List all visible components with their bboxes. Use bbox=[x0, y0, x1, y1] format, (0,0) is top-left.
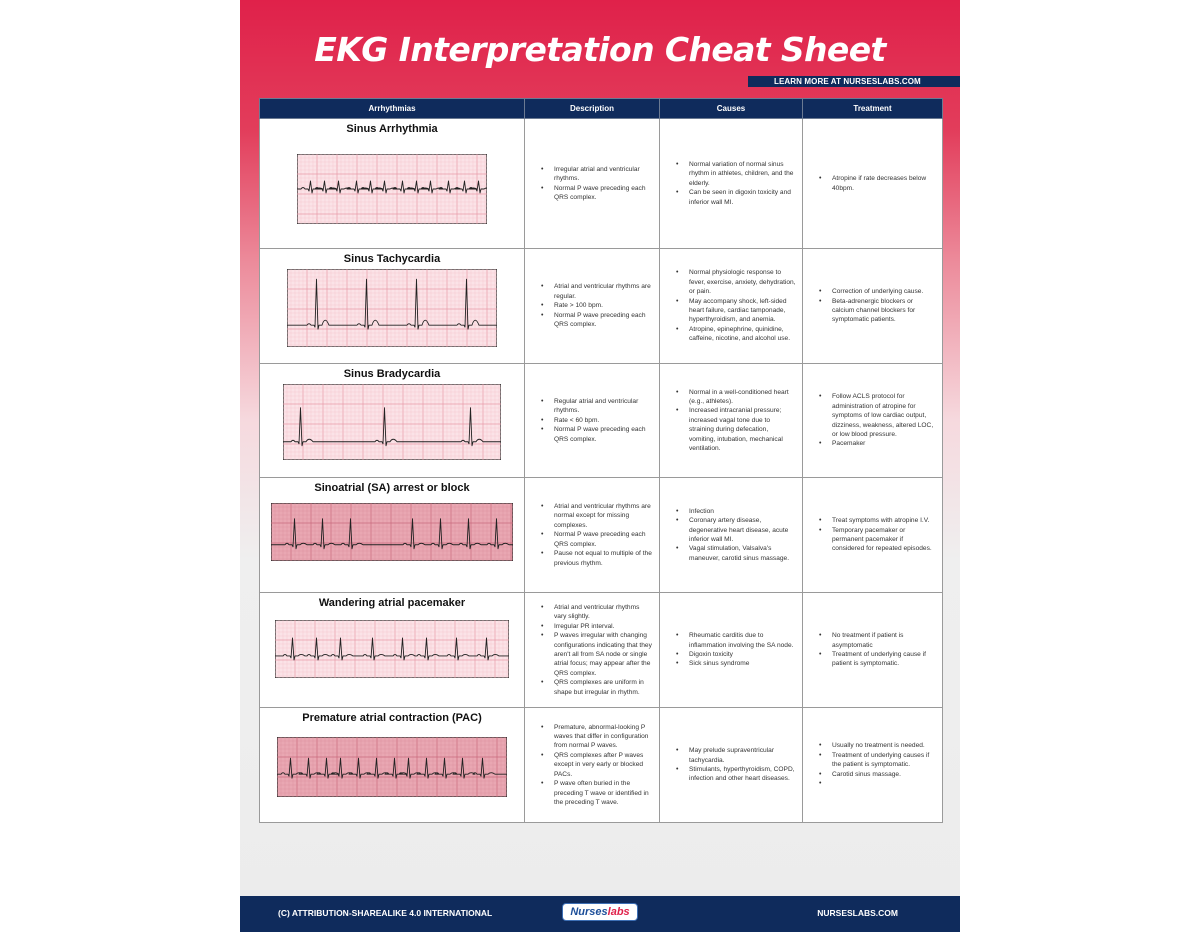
treatment-list bbox=[819, 174, 936, 193]
arrhythmia-cell bbox=[260, 478, 525, 593]
cheat-sheet-page bbox=[240, 0, 960, 932]
ekg-paper bbox=[277, 737, 507, 797]
bullet-item: • Atrial and ventricular rhythms are regular. bbox=[541, 282, 653, 301]
arrhythmia-name: Sinus Bradycardia bbox=[343, 368, 441, 380]
arrhythmia-name: Wandering atrial pacemaker bbox=[318, 597, 466, 609]
nurseslabs-logo[interactable] bbox=[562, 903, 638, 921]
table-row bbox=[260, 708, 943, 823]
causes-list bbox=[676, 268, 796, 343]
bullet-item: • Carotid sinus massage. bbox=[819, 770, 936, 779]
treatment-cell bbox=[803, 249, 943, 364]
header-description: Description bbox=[525, 99, 660, 119]
learn-more-site-link[interactable]: NURSESLABS.COM bbox=[843, 77, 921, 86]
ekg-strip-pac bbox=[277, 737, 507, 797]
bullet-item: • Coronary artery disease, degenerative heart disease, acute inferior wall MI. bbox=[676, 516, 796, 544]
ekg-paper bbox=[271, 503, 513, 561]
license-text: (C) ATTRIBUTION-SHAREALIKE 4.0 INTERNATIONAL bbox=[278, 908, 493, 918]
ekg-strip-wandering-pacemaker bbox=[275, 620, 509, 678]
bullet-item: • Infection bbox=[676, 507, 796, 516]
logo-part-1: Nurses bbox=[570, 906, 608, 918]
description-cell bbox=[525, 708, 660, 823]
bullet-item: • Atropine if rate decreases below 40bpm. bbox=[819, 174, 936, 193]
bullet-item bbox=[819, 779, 936, 788]
treatment-list bbox=[819, 287, 936, 325]
table-header-row bbox=[260, 99, 943, 119]
description-list bbox=[541, 603, 653, 697]
bullet-item: • Treatment of underlying cause if patient is symptomatic. bbox=[819, 650, 936, 669]
bullet-item: • Irregular atrial and ventricular rhythms. bbox=[541, 165, 653, 184]
description-list bbox=[541, 165, 653, 203]
bullet-item: • QRS complexes after P waves except in very early or blocked PACs. bbox=[541, 751, 653, 779]
arrhythmia-name: Sinus Tachycardia bbox=[343, 253, 441, 265]
bullet-item: • Follow ACLS protocol for administration of atropine for symptoms of low cardiac output, dizziness, weakness, altered LOC, or low blood pressure. bbox=[819, 392, 936, 439]
bullet-item: • Normal P wave preceding each QRS complex. bbox=[541, 184, 653, 203]
ekg-strip-sinus-tachycardia bbox=[287, 269, 497, 347]
header-causes: Causes bbox=[660, 99, 803, 119]
bullet-item: • Usually no treatment is needed. bbox=[819, 741, 936, 750]
learn-more-banner[interactable] bbox=[748, 76, 960, 87]
bullet-item: • Normal P wave preceding each QRS complex. bbox=[541, 530, 653, 549]
arrhythmia-name: Sinoatrial (SA) arrest or block bbox=[314, 482, 470, 494]
causes-list bbox=[676, 631, 796, 669]
ekg-strip-sinus-bradycardia bbox=[283, 384, 501, 460]
table-row bbox=[260, 364, 943, 478]
causes-list bbox=[676, 746, 796, 784]
bullet-item: • Normal P wave preceding each QRS complex. bbox=[541, 425, 653, 444]
bullet-item: • Premature, abnormal-looking P waves that differ in configuration from normal P waves. bbox=[541, 723, 653, 751]
header-treatment: Treatment bbox=[803, 99, 943, 119]
ekg-paper bbox=[283, 384, 501, 460]
description-cell bbox=[525, 119, 660, 249]
causes-cell bbox=[660, 119, 803, 249]
bullet-item: • Pacemaker bbox=[819, 439, 936, 448]
arrhythmia-cell bbox=[260, 364, 525, 478]
footer-bar bbox=[240, 896, 960, 932]
arrhythmia-cell bbox=[260, 119, 525, 249]
bullet-item: • Digoxin toxicity bbox=[676, 650, 796, 659]
treatment-list bbox=[819, 631, 936, 669]
arrhythmia-name: Premature atrial contraction (PAC) bbox=[302, 712, 482, 724]
header-arrhythmias: Arrhythmias bbox=[260, 99, 525, 119]
bullet-item: • Normal in a well-conditioned heart (e.g., athletes). bbox=[676, 388, 796, 407]
bullet-item: • Rate > 100 bpm. bbox=[541, 301, 653, 310]
bullet-item: • P wave often buried in the preceding T wave or identified in the preceding T wave. bbox=[541, 779, 653, 807]
bullet-item: • Stimulants, hyperthyroidism, COPD, infection and other heart diseases. bbox=[676, 765, 796, 784]
description-cell bbox=[525, 593, 660, 708]
bullet-item: • Temporary pacemaker or permanent pacemaker if considered for repeated episodes. bbox=[819, 526, 936, 554]
bullet-item: • Sick sinus syndrome bbox=[676, 659, 796, 668]
bullet-item: • Normal physiologic response to fever, exercise, anxiety, dehydration, or pain. bbox=[676, 268, 796, 296]
page-title: EKG Interpretation Cheat Sheet bbox=[314, 30, 886, 69]
ekg-strip-sinus-arrhythmia bbox=[297, 154, 487, 224]
bullet-item: • Vagal stimulation, Valsalva's maneuver, carotid sinus massage. bbox=[676, 544, 796, 563]
table-row bbox=[260, 119, 943, 249]
arrhythmia-cell bbox=[260, 593, 525, 708]
bullet-item: • Normal P wave preceding each QRS complex. bbox=[541, 311, 653, 330]
ekg-paper bbox=[275, 620, 509, 678]
treatment-list bbox=[819, 392, 936, 448]
bullet-item: • Normal variation of normal sinus rhythm in athletes, children, and the elderly. bbox=[676, 160, 796, 188]
bullet-item: • QRS complexes are uniform in shape but irregular in rhythm. bbox=[541, 678, 653, 697]
bullet-item: • No treatment if patient is asymptomatic bbox=[819, 631, 936, 650]
table-row bbox=[260, 478, 943, 593]
bullet-item: • Correction of underlying cause. bbox=[819, 287, 936, 296]
bullet-item: • Treat symptoms with atropine I.V. bbox=[819, 516, 936, 525]
bullet-item: • Increased intracranial pressure; increased vagal tone due to straining during defecation, vomiting, intubation, mechanical ventilation. bbox=[676, 406, 796, 453]
bullet-item: • Beta-adrenergic blockers or calcium channel blockers for symptomatic patients. bbox=[819, 297, 936, 325]
bullet-item: • Can be seen in digoxin toxicity and inferior wall MI. bbox=[676, 188, 796, 207]
bullet-item: • Atrial and ventricular rhythms are normal except for missing complexes. bbox=[541, 502, 653, 530]
treatment-cell bbox=[803, 708, 943, 823]
bullet-item: • Rheumatic carditis due to inflammation involving the SA node. bbox=[676, 631, 796, 650]
treatment-cell bbox=[803, 119, 943, 249]
learn-more-prefix: LEARN MORE AT bbox=[774, 77, 842, 86]
arrhythmia-cell bbox=[260, 708, 525, 823]
causes-cell bbox=[660, 593, 803, 708]
treatment-list bbox=[819, 741, 936, 788]
description-cell bbox=[525, 364, 660, 478]
bullet-item: • May accompany shock, left-sided heart failure, cardiac tamponade, hyperthyroidism, and anemia. bbox=[676, 297, 796, 325]
bullet-item: • May prelude supraventricular tachycardia. bbox=[676, 746, 796, 765]
bullet-item: • Rate < 60 bpm. bbox=[541, 416, 653, 425]
arrhythmia-name: Sinus Arrhythmia bbox=[346, 123, 438, 135]
bullet-item: • P waves irregular with changing configurations indicating that they aren't all from SA node or single atrial focus; may appear after the QRS complex. bbox=[541, 631, 653, 678]
description-list bbox=[541, 282, 653, 329]
table-row bbox=[260, 593, 943, 708]
causes-cell bbox=[660, 249, 803, 364]
bullet-item: • Irregular PR interval. bbox=[541, 622, 653, 631]
table-row bbox=[260, 249, 943, 364]
treatment-cell bbox=[803, 478, 943, 593]
causes-list bbox=[676, 160, 796, 207]
bullet-item: • Atropine, epinephrine, quinidine, caffeine, nicotine, and alcohol use. bbox=[676, 325, 796, 344]
treatment-list bbox=[819, 516, 936, 554]
description-list bbox=[541, 502, 653, 568]
causes-list bbox=[676, 388, 796, 454]
arrhythmia-cell bbox=[260, 249, 525, 364]
description-cell bbox=[525, 478, 660, 593]
logo-part-2: labs bbox=[607, 906, 630, 918]
causes-cell bbox=[660, 364, 803, 478]
bullet-item: • Atrial and ventricular rhythms vary slightly. bbox=[541, 603, 653, 622]
footer-site-link[interactable]: NURSESLABS.COM bbox=[817, 908, 898, 918]
treatment-cell bbox=[803, 593, 943, 708]
description-list bbox=[541, 397, 653, 444]
ekg-table bbox=[259, 98, 943, 823]
description-cell bbox=[525, 249, 660, 364]
ekg-strip-sa-block bbox=[271, 503, 513, 561]
causes-cell bbox=[660, 708, 803, 823]
bullet-item: • Regular atrial and ventricular rhythms. bbox=[541, 397, 653, 416]
bullet-item: • Treatment of underlying causes if the patient is symptomatic. bbox=[819, 751, 936, 770]
causes-cell bbox=[660, 478, 803, 593]
causes-list bbox=[676, 507, 796, 563]
bullet-item: • Pause not equal to multiple of the previous rhythm. bbox=[541, 549, 653, 568]
description-list bbox=[541, 723, 653, 808]
treatment-cell bbox=[803, 364, 943, 478]
